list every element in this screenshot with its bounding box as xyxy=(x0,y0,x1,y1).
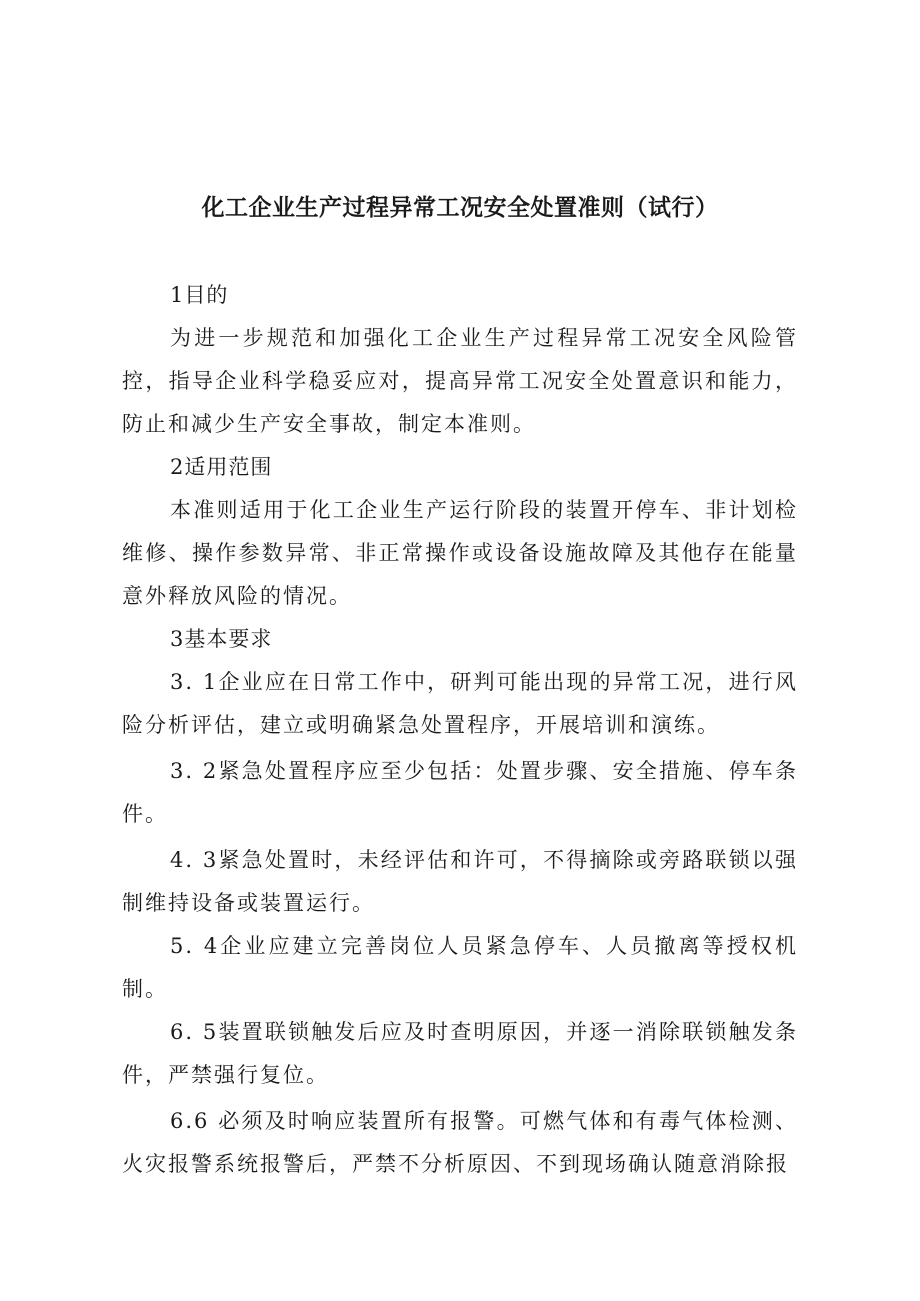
document-title: 化工企业生产过程异常工况安全处置准则（试行） xyxy=(201,195,719,221)
paragraph-scope: 本准则适用于化工企业生产运行阶段的装置开停车、非计划检维修、操作参数异常、非正常操作或设备设施故障及其他存在能量意外释放风险的情况。 xyxy=(122,498,798,608)
clause-4-3: 4. 3紧急处置时，未经评估和许可，不得摘除或旁路联锁以强制维持设备或装置运行。 xyxy=(122,848,798,915)
section-heading-purpose: 1目的 xyxy=(170,283,229,307)
clause-3-1: 3. 1企业应在日常工作中，研判可能出现的异常工况，进行风险分析评估，建立或明确紧急处置程序，开展培训和演练。 xyxy=(122,670,798,737)
clause-6-5: 6. 5装置联锁触发后应及时查明原因，并逐一消除联锁触发条件，严禁强行复位。 xyxy=(122,1020,798,1087)
section-heading-scope: 2适用范围 xyxy=(170,455,273,479)
clause-3-2: 3. 2紧急处置程序应至少包括：处置步骤、安全措施、停车条件。 xyxy=(122,759,798,826)
clause-6-6: 6.6 必须及时响应装置所有报警。可燃气体和有毒气体检测、火灾报警系统报警后，严禁不分析原因、不到现场确认随意消除报 xyxy=(122,1109,798,1176)
section-heading-basic-requirements: 3基本要求 xyxy=(170,627,273,651)
document-body xyxy=(122,274,798,1186)
clause-5-4: 5. 4企业应建立完善岗位人员紧急停车、人员撤离等授权机制。 xyxy=(122,934,798,1001)
paragraph-purpose: 为进一步规范和加强化工企业生产过程异常工况安全风险管控，指导企业科学稳妥应对，提高异常工况安全处置意识和能力，防止和减少生产安全事故，制定本准则。 xyxy=(122,326,798,436)
